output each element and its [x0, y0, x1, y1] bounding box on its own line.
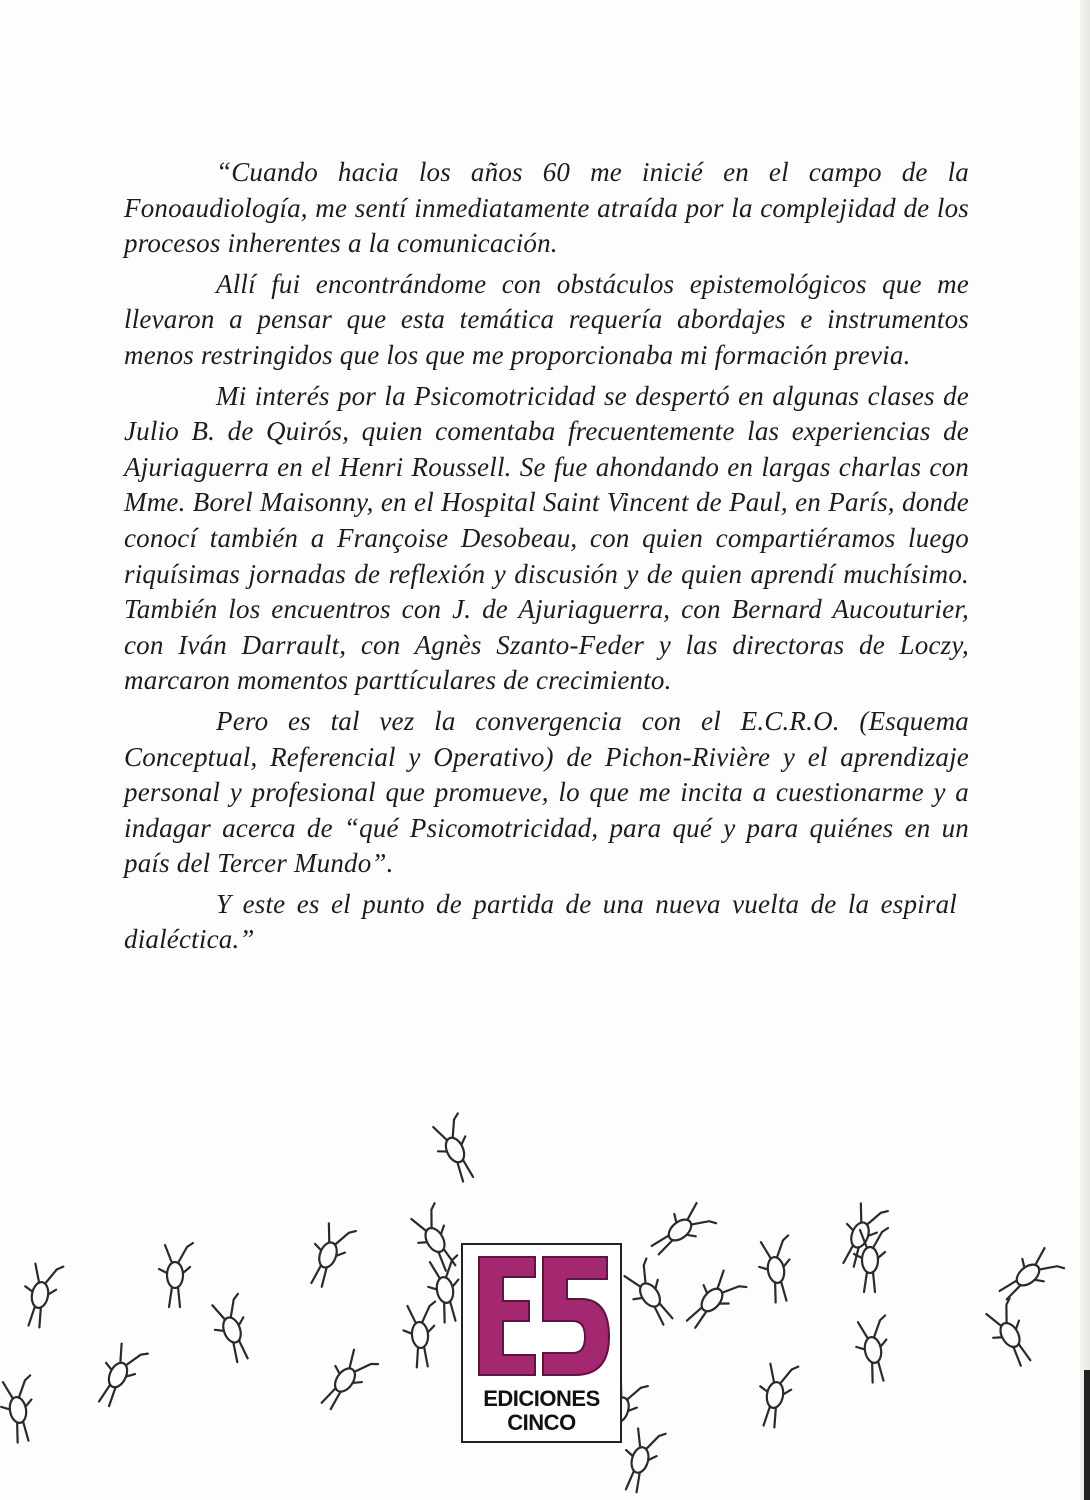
dancer-figure [619, 1258, 684, 1330]
quote-paragraph-3: Mi interés por la Psicomotricidad se despertó en algunas clases de Julio B. de Quirós, quien comentaba frecuentemente las experiencias de Ajuriaguerra en el Henri Roussell. Se fue ahondando en largas charlas con Mme. Borel Maisonny, en el Hospital Saint Vincent de Paul, en París, donde conocí también a Françoise Desobeau, con quien compartiéramos luego riquísimas jornadas de reflexión y discusión y de quien aprendí muchísimo. También los encuentros con J. de Ajuriaguerra, con Bernard Aucouturier, con Iván Darrault, con Agnès Szanto-Feder y las directoras de Loczy, marcaron momentos parttículares de crecimiento. [124, 380, 969, 696]
quote-paragraph-2: Allí fui encontrándome con obstáculos epistemológicos que me llevaron a pensar que esta temática requería abordajes e instrumentos menos restringidos que los que me proporcionaba mi formación previa. [124, 268, 969, 370]
quote-paragraph-1: “Cuando hacia los años 60 me inicié en el campo de la Fonoaudiología, me sentí inmediatamente atraída por la complejidad de los procesos inherentes a la comunicación. [124, 157, 969, 259]
dancer-figure [206, 1294, 260, 1366]
dancer-figure [616, 1425, 665, 1496]
dancer-figure [159, 1243, 193, 1307]
dancer-figure [852, 1315, 897, 1384]
dancer-figure [427, 1113, 485, 1185]
dancer-figure [405, 1203, 466, 1275]
dancer-figure [90, 1339, 148, 1411]
dancer-figure [314, 1345, 379, 1417]
dancer-figure [993, 1242, 1064, 1309]
dancer-figure [679, 1265, 746, 1336]
logo-text-ediciones: EDICIONES [483, 1386, 600, 1411]
dancer-figure [980, 1298, 1041, 1370]
logo-text-cinco: CINCO [507, 1410, 576, 1435]
quote-paragraph-5: Y este es el punto de partida de una nueva vuelta de la espiral dialéctica.” [124, 888, 957, 955]
dancer-figure [755, 1235, 800, 1304]
dancer-figure [854, 1228, 888, 1292]
publisher-logo [461, 1243, 622, 1443]
quote-paragraph-4: Pero es tal vez la convergencia con el E.C.R.O. (Esquema Conceptual, Referencial y Operativo) de Pichon-Rivière y el aprendizaje personal y profesional que promueve, lo que me incita a cuestionarme y a indagar acerca de “qué Psicomotricidad, para qué y para quiénes en un país del Tercer Mundo”. [124, 705, 969, 879]
dancer-figure [401, 1302, 440, 1369]
dancer-figure [754, 1361, 799, 1430]
dancer-figure [19, 1261, 64, 1330]
back-cover-quote [124, 155, 969, 958]
e5-logo-icon [469, 1251, 614, 1383]
dancer-figure [0, 1375, 41, 1444]
dancer-figure [302, 1219, 356, 1291]
dancer-figure [645, 1197, 716, 1264]
